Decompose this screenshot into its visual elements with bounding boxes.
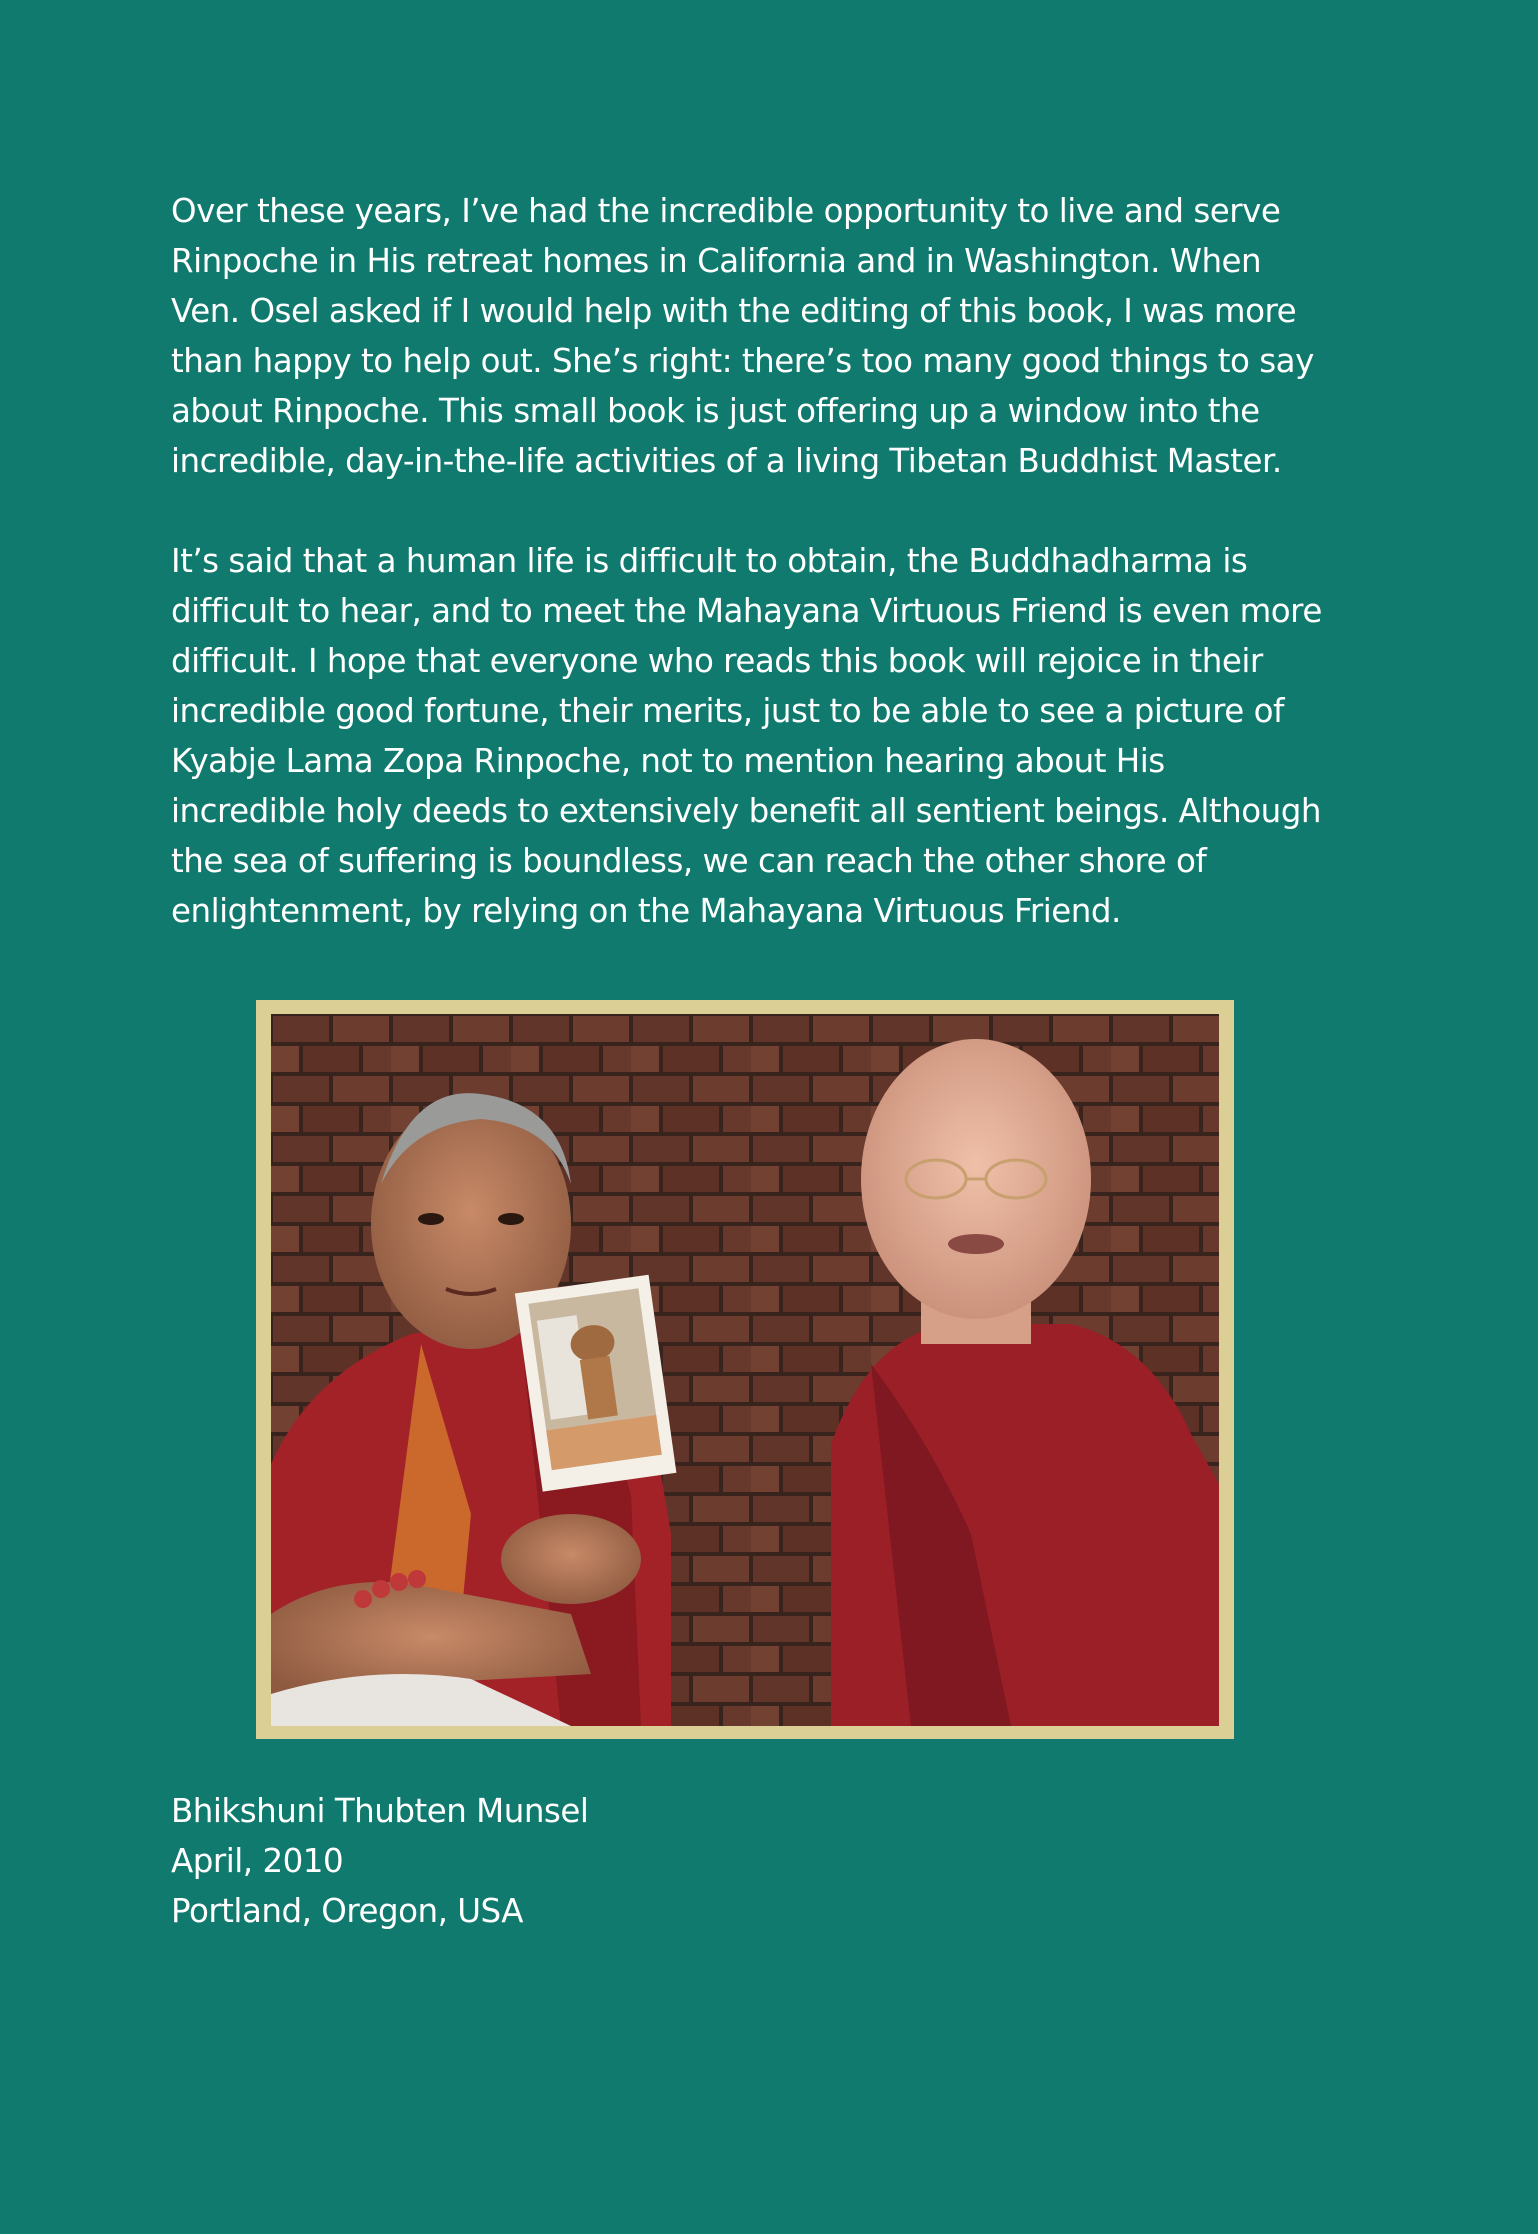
paragraph-2 xyxy=(171,536,1371,936)
signature-block xyxy=(171,1786,588,1936)
paragraph-line: Kyabje Lama Zopa Rinpoche, not to mention hearing about His xyxy=(171,742,1165,780)
paragraph-line: incredible, day-in-the-life activities of a living Tibetan Buddhist Master. xyxy=(171,442,1282,480)
paragraph-line: incredible good fortune, their merits, just to be able to see a picture of xyxy=(171,692,1284,730)
paragraph-line: incredible holy deeds to extensively benefit all sentient beings. Although xyxy=(171,792,1321,830)
photograph-two-monastics xyxy=(271,1014,1219,1726)
paragraph-line: difficult. I hope that everyone who reads this book will rejoice in their xyxy=(171,642,1263,680)
paragraph-line: Rinpoche in His retreat homes in California and in Washington. When xyxy=(171,242,1262,280)
paragraph-1 xyxy=(171,186,1371,486)
photo-frame xyxy=(256,1000,1234,1739)
signature-place: Portland, Oregon, USA xyxy=(171,1892,524,1930)
paragraph-line: the sea of suffering is boundless, we can reach the other shore of xyxy=(171,842,1207,880)
paragraph-line: Ven. Osel asked if I would help with the editing of this book, I was more xyxy=(171,292,1297,330)
paragraph-line: Over these years, I’ve had the incredible opportunity to live and serve xyxy=(171,192,1281,230)
paragraph-line: about Rinpoche. This small book is just offering up a window into the xyxy=(171,392,1260,430)
photo-illustration xyxy=(271,1014,1219,1726)
held-photo-card xyxy=(515,1275,677,1492)
signature-name: Bhikshuni Thubten Munsel xyxy=(171,1792,589,1830)
paragraph-line: than happy to help out. She’s right: there’s too many good things to say xyxy=(171,342,1314,380)
paragraph-line: It’s said that a human life is difficult to obtain, the Buddhadharma is xyxy=(171,542,1248,580)
paragraph-line: enlightenment, by relying on the Mahayana Virtuous Friend. xyxy=(171,892,1121,930)
paragraph-line: difficult to hear, and to meet the Mahayana Virtuous Friend is even more xyxy=(171,592,1322,630)
signature-date: April, 2010 xyxy=(171,1842,344,1880)
